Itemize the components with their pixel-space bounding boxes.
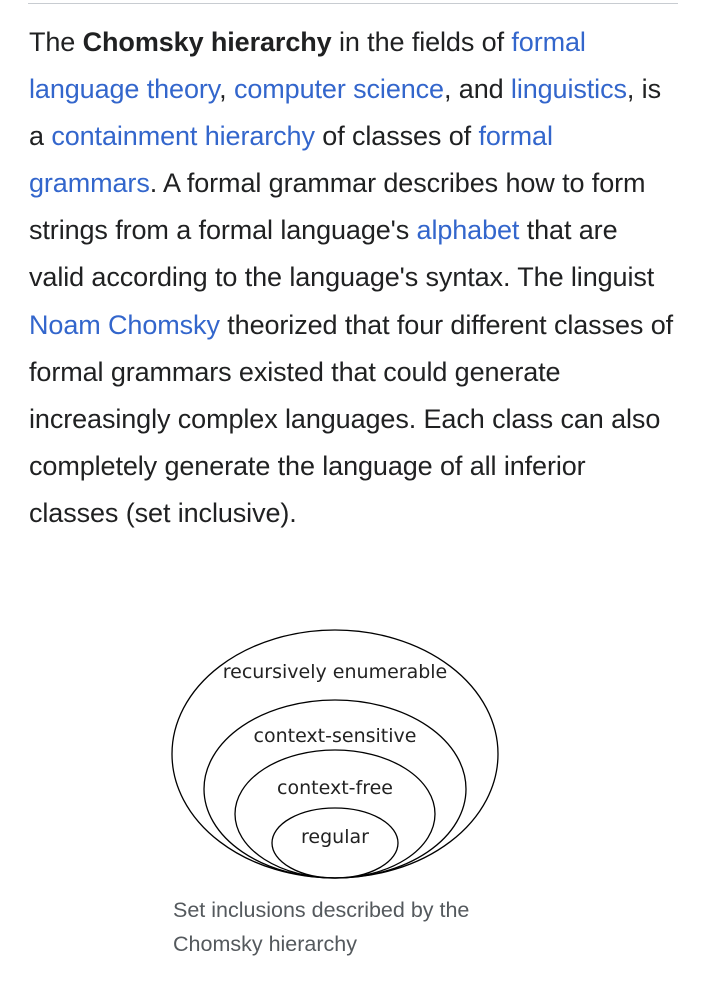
text-run: . A formal grammar describes how to form strings from a formal language's [29,168,646,246]
section-divider [28,3,678,4]
chomsky-hierarchy-diagram[interactable] [170,628,500,880]
text-run: , is a [29,74,661,152]
link-formal-language-theory[interactable]: formal language theory [29,27,586,105]
link-alphabet[interactable]: alphabet [416,215,520,246]
label-recursively-enumerable: recursively enumerable [222,661,448,683]
text-run: of classes of [314,121,479,152]
ellipse-context-free [235,750,435,878]
figure-caption: Set inclusions described by the Chomsky hierarchy [173,898,470,956]
link-noam-chomsky[interactable]: Noam Chomsky [29,309,220,340]
bold-term: Chomsky hierarchy [82,27,332,57]
text-run: The [29,27,83,57]
lead-paragraph [29,19,679,537]
text-run: that are valid according to the language's syntax. The linguist [29,215,655,293]
link-computer-science[interactable]: computer science [233,74,444,105]
link-containment-hierarchy[interactable]: containment hierarchy [51,121,315,152]
nested-ellipses-svg [170,628,500,880]
text-run: , [219,74,234,105]
label-context-sensitive: context-sensitive [253,725,417,747]
text-run: in the fields of [331,27,512,57]
label-context-free: context-free [277,777,393,799]
link-formal-grammars[interactable]: formal grammars [29,121,553,199]
link-linguistics[interactable]: linguistics [510,74,627,105]
label-regular: regular [301,826,369,848]
text-run: theorized that four different classes of formal grammars existed that could generate increasingly complex languages. Each class can also completely generate the language of all inferior classes (set inclusive). [29,309,674,528]
text-run: , and [443,74,511,105]
